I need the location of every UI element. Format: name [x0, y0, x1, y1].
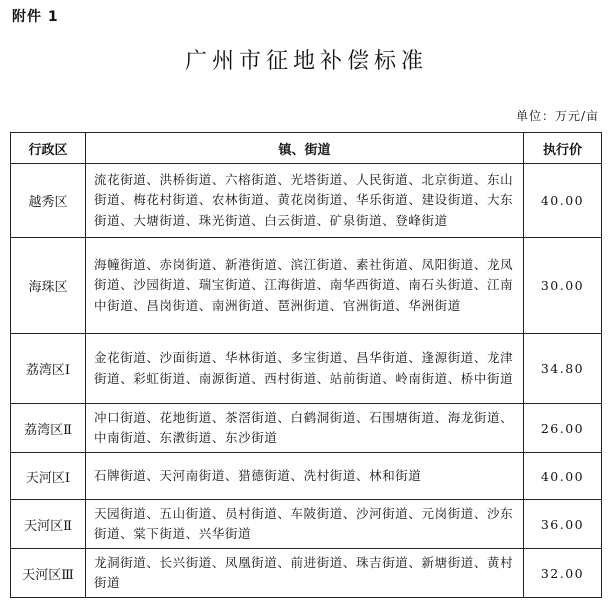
streets-cell: 石牌街道、天河南街道、猎德街道、冼村街道、林和街道	[86, 453, 524, 500]
attachment-label: 附件 1	[12, 9, 59, 25]
table-row	[11, 404, 602, 453]
district-cell: 天河区Ⅲ	[11, 549, 86, 598]
table-row	[11, 238, 602, 334]
unit-label: 单位：万元/亩	[515, 109, 599, 123]
district-cell: 天河区Ⅱ	[11, 500, 86, 549]
compensation-table	[10, 132, 602, 598]
table-header-row	[11, 133, 602, 164]
district-cell: 海珠区	[11, 238, 86, 334]
district-cell: 越秀区	[11, 164, 86, 238]
streets-cell: 金花街道、沙面街道、华林街道、多宝街道、昌华街道、逢源街道、龙津街道、彩虹街道、南源街道、西村街道、站前街道、岭南街道、桥中街道	[86, 334, 524, 404]
price-cell: 36.00	[524, 500, 602, 549]
streets-cell: 天园街道、五山街道、员村街道、车陂街道、沙河街道、元岗街道、沙东街道、棠下街道、兴华街道	[86, 500, 524, 549]
price-cell: 32.00	[524, 549, 602, 598]
page-title: 广州市征地补偿标准	[184, 49, 428, 74]
price-cell: 40.00	[524, 453, 602, 500]
streets-cell: 冲口街道、花地街道、茶滘街道、白鹤洞街道、石围塘街道、海龙街道、中南街道、东漖街道、东沙街道	[86, 404, 524, 453]
column-header-price: 执行价	[524, 133, 602, 164]
table-row	[11, 164, 602, 238]
district-cell: 荔湾区Ⅰ	[11, 334, 86, 404]
price-cell: 40.00	[524, 164, 602, 238]
price-cell: 30.00	[524, 238, 602, 334]
price-cell: 34.80	[524, 334, 602, 404]
streets-cell: 龙洞街道、长兴街道、凤凰街道、前进街道、珠吉街道、新塘街道、黄村街道	[86, 549, 524, 598]
streets-cell: 流花街道、洪桥街道、六榕街道、光塔街道、人民街道、北京街道、东山街道、梅花村街道、农林街道、黄花岗街道、华乐街道、建设街道、大东街道、大塘街道、珠光街道、白云街道、矿泉街道、登峰街道	[86, 164, 524, 238]
district-cell: 天河区Ⅰ	[11, 453, 86, 500]
price-cell: 26.00	[524, 404, 602, 453]
column-header-streets: 镇、街道	[86, 133, 524, 164]
table-row	[11, 334, 602, 404]
table-row	[11, 549, 602, 598]
streets-cell: 海幢街道、赤岗街道、新港街道、滨江街道、素社街道、凤阳街道、龙凤街道、沙园街道、瑞宝街道、江海街道、南华西街道、南石头街道、江南中街道、昌岗街道、南洲街道、琶洲街道、官洲街道、华洲街道	[86, 238, 524, 334]
table-row	[11, 500, 602, 549]
table-row	[11, 453, 602, 500]
column-header-district: 行政区	[11, 133, 86, 164]
district-cell: 荔湾区Ⅱ	[11, 404, 86, 453]
